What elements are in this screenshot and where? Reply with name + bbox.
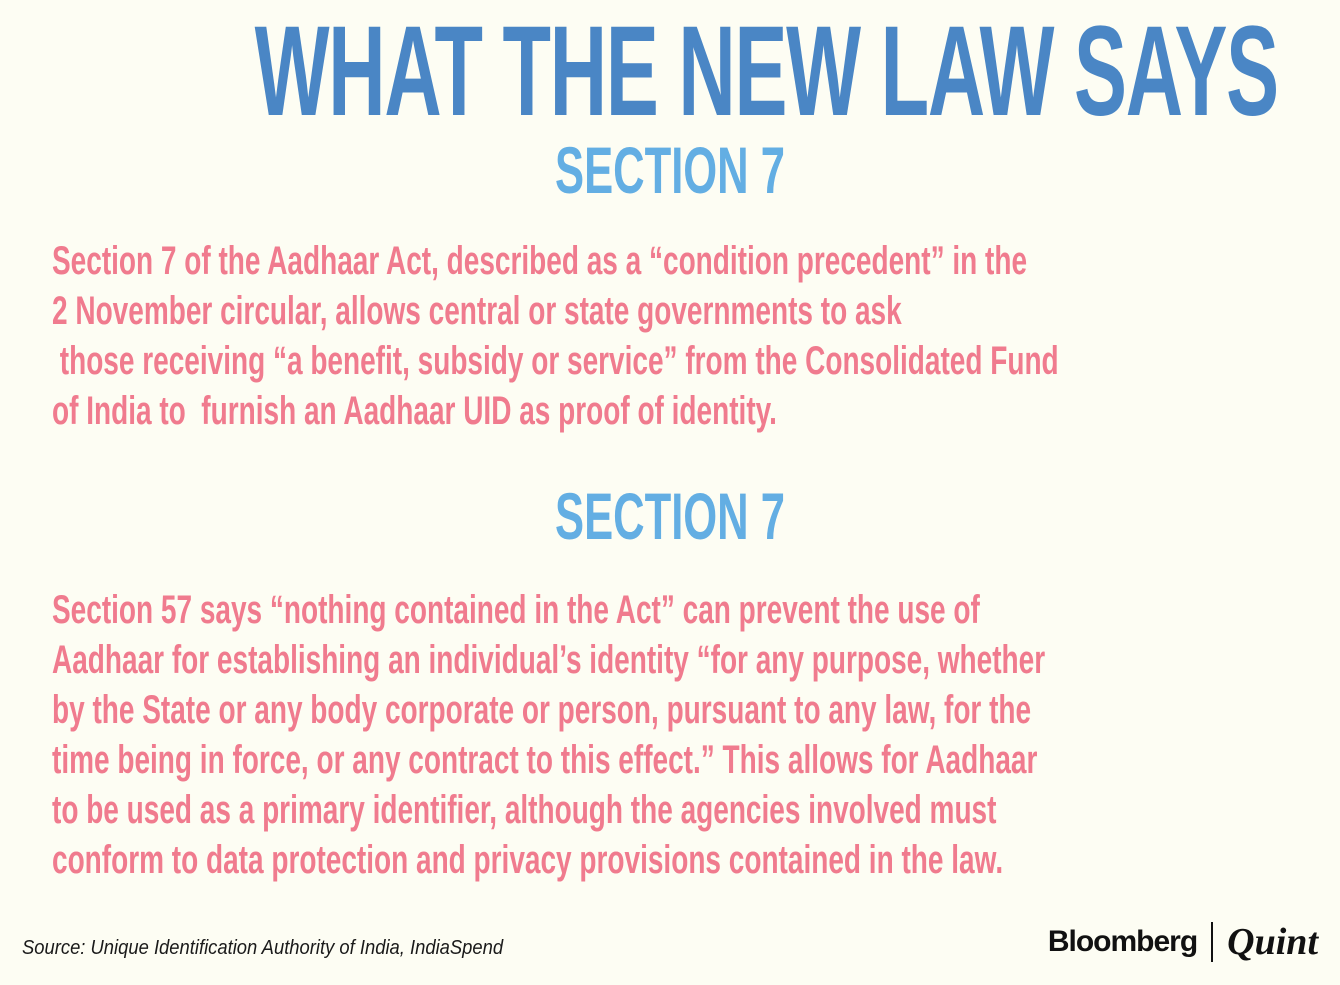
paragraph-line: conform to data protection and privacy provisions contained in the law.	[52, 838, 1004, 882]
paragraph-line: 2 November circular, allows central or state governments to ask	[52, 289, 902, 333]
paragraph-line: Section 57 says “nothing contained in the Act” can prevent the use of	[52, 588, 980, 632]
paragraph-line: to be used as a primary identifier, although the agencies involved must	[52, 788, 997, 832]
paragraph-line: Section 7 of the Aadhaar Act, described as a “condition precedent” in the	[52, 239, 1028, 283]
section-2-paragraph	[52, 585, 1312, 885]
logo-divider	[1211, 922, 1213, 962]
paragraph-line: those receiving “a benefit, subsidy or service” from the Consolidated Fund	[52, 339, 1059, 383]
paragraph-line: time being in force, or any contract to this effect.” This allows for Aadhaar	[52, 738, 1038, 782]
section-1-heading: SECTION 7	[555, 133, 785, 207]
paragraph-line: by the State or any body corporate or person, pursuant to any law, for the	[52, 688, 1032, 732]
page-title: WHAT THE NEW LAW SAYS	[254, 0, 1278, 143]
paragraph-line: Aadhaar for establishing an individual’s identity “for any purpose, whether	[52, 638, 1046, 682]
logo-bloomberg-text: Bloomberg	[1047, 925, 1198, 958]
paragraph-line: of India to furnish an Aadhaar UID as proof of identity.	[52, 389, 777, 433]
bloomberg-quint-logo	[1048, 918, 1318, 966]
logo-quint-text: Quint	[1227, 921, 1318, 963]
source-note: Source: Unique Identification Authority of India, IndiaSpend	[22, 937, 504, 959]
section-2-heading: SECTION 7	[555, 479, 785, 553]
section-1-paragraph	[52, 236, 1312, 436]
